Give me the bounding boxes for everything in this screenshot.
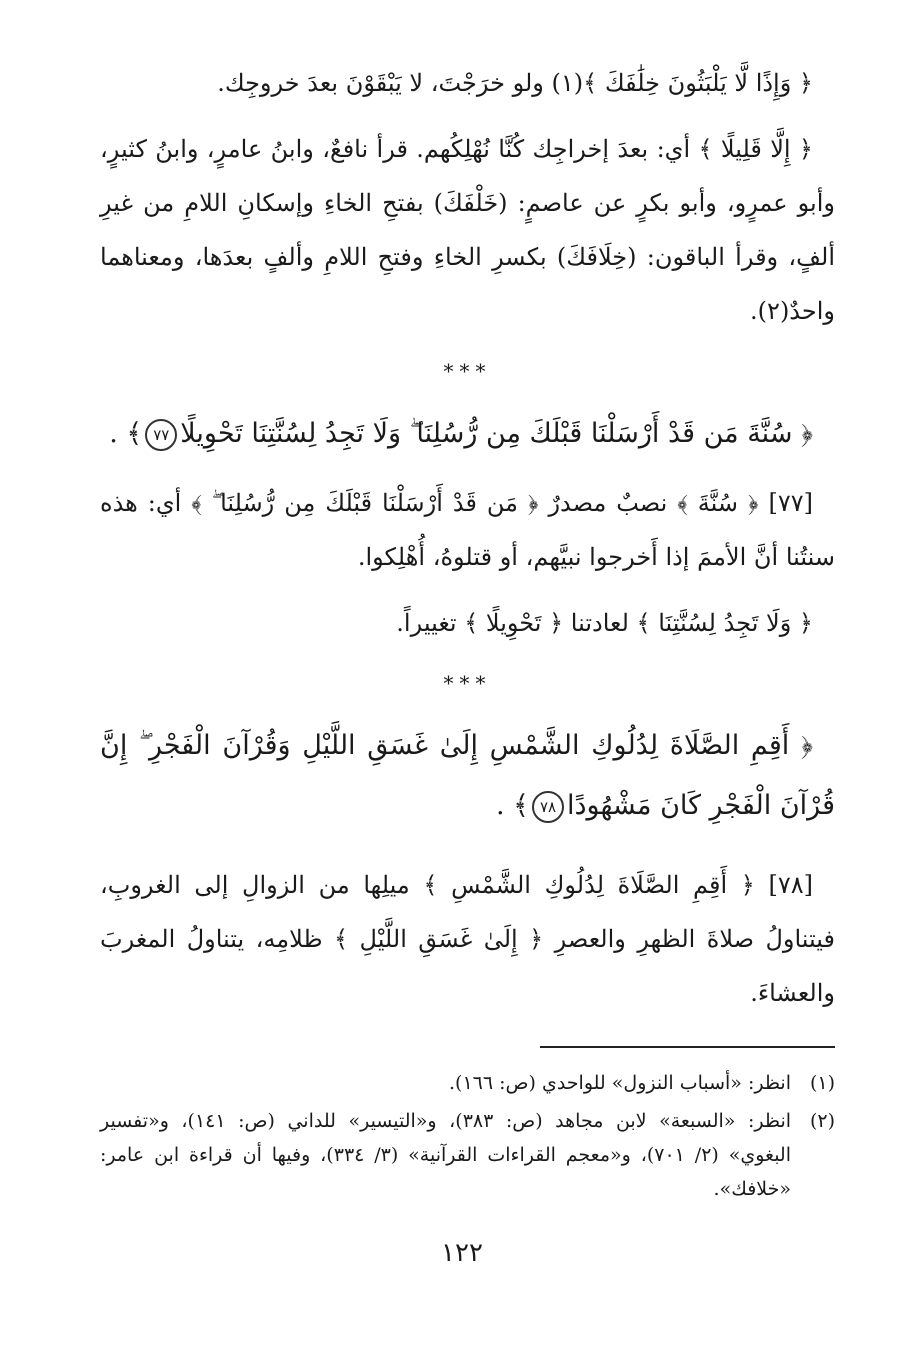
page-body — [100, 56, 835, 1206]
tafsir-77: [٧٧] ﴿ سُنَّةَ ﴾ نصبٌ مصدرٌ ﴿ مَن قَدْ أَرْسَلْنَا قَبْلَكَ مِن رُّسُلِنَا ۖ ﴾ أي: هذه سنتُنا أنَّ الأممَ إذا أَخرجوا نبيَّهم، أو قتلوهُ، أُهْلِكوا. — [100, 489, 835, 571]
quran-verse-78-text: ﴿ أَقِمِ الصَّلَاةَ لِدُلُوكِ الشَّمْسِ إِلَىٰ غَسَقِ اللَّيْلِ وَقُرْآنَ الْفَجْرِ ۖ إِنَّ قُرْآنَ الْفَجْرِ كَانَ مَشْهُودًا — [100, 730, 835, 821]
section-separator-2: *** — [443, 671, 492, 695]
quran-verse-78-close: ﴾ . — [496, 790, 530, 821]
footnote-2-text: انظر: «السبعة» لابن مجاهد (ص: ٣٨٣)، و«التيسير» للداني (ص: ١٤١)، و«تفسير البغوي» (٢/ ٧٠١)، و«معجم القراءات القرآنية» (٣/ ٣٣٤)، وفيها أن قراءة ابن عامر: «خلافك». — [100, 1110, 792, 1200]
footnote-2-number: (٢) — [809, 1110, 835, 1132]
quran-verse-78 — [100, 716, 835, 836]
footnote-1-number: (١) — [809, 1072, 835, 1094]
footnote-divider — [540, 1046, 835, 1048]
quran-verse-77 — [100, 404, 835, 464]
tafsir-78: [٧٨] ﴿ أَقِمِ الصَّلَاةَ لِدُلُوكِ الشَّمْسِ ﴾ ميلِها من الزوالِ إلى الغروبِ، فيتناولُ صلاةَ الظهرِ والعصرِ ﴿ إِلَىٰ غَسَقِ اللَّيْلِ ﴾ ظلامِه، يتناولُ المغربَ والعشاءَ. — [100, 871, 835, 1007]
quran-verse-77-text: ﴿ سُنَّةَ مَن قَدْ أَرْسَلْنَا قَبْلَكَ مِن رُّسُلِنَا ۖ وَلَا تَجِدُ لِسُنَّتِنَا تَحْوِيلًا — [180, 418, 813, 449]
footnote-1-text: انظر: «أسباب النزول» للواحدي (ص: ١٦٦). — [449, 1072, 791, 1094]
text-paragraph-2: ﴿ إِلَّا قَلِيلًا ﴾ أي: بعدَ إخراجِك كُنَّا نُهْلِكُهم. قرأ نافعٌ، وابنُ عامرٍ، وابنُ كثيرٍ، وأبو عمرٍو، وأبو بكرٍ عن عاصمٍ: (خَلْفَكَ) بفتحِ الخاءِ وإسكانِ اللامِ من غيرِ ألفٍ، وقرأ الباقون: (خِلَافَكَ) بكسرِ الخاءِ وفتحِ اللامِ وألفٍ بعدَها، ومعناهما واحدٌ(٢). — [100, 135, 835, 325]
page-number: ١٢٢ — [441, 1238, 483, 1268]
footnote-2 — [100, 1104, 835, 1206]
ayah-number-78: ٧٨ — [532, 791, 564, 823]
section-separator-1: *** — [443, 359, 492, 383]
quran-verse-77-close: ﴾ . — [109, 418, 143, 449]
ayah-number-77: ٧٧ — [145, 419, 177, 451]
text-paragraph-1: ﴿ وَإِذًا لَّا يَلْبَثُونَ خِلَٰفَكَ ﴾(١) ولو خرَجْتَ، لا يَبْقَوْنَ بعدَ خروجِك. — [217, 69, 813, 97]
footnotes — [100, 1066, 835, 1206]
tafsir-77-continued: ﴿ وَلَا تَجِدُ لِسُنَّتِنَا ﴾ لعادتنا ﴿ تَحْوِيلًا ﴾ تغييراً. — [396, 609, 813, 637]
footnote-1 — [100, 1066, 835, 1100]
